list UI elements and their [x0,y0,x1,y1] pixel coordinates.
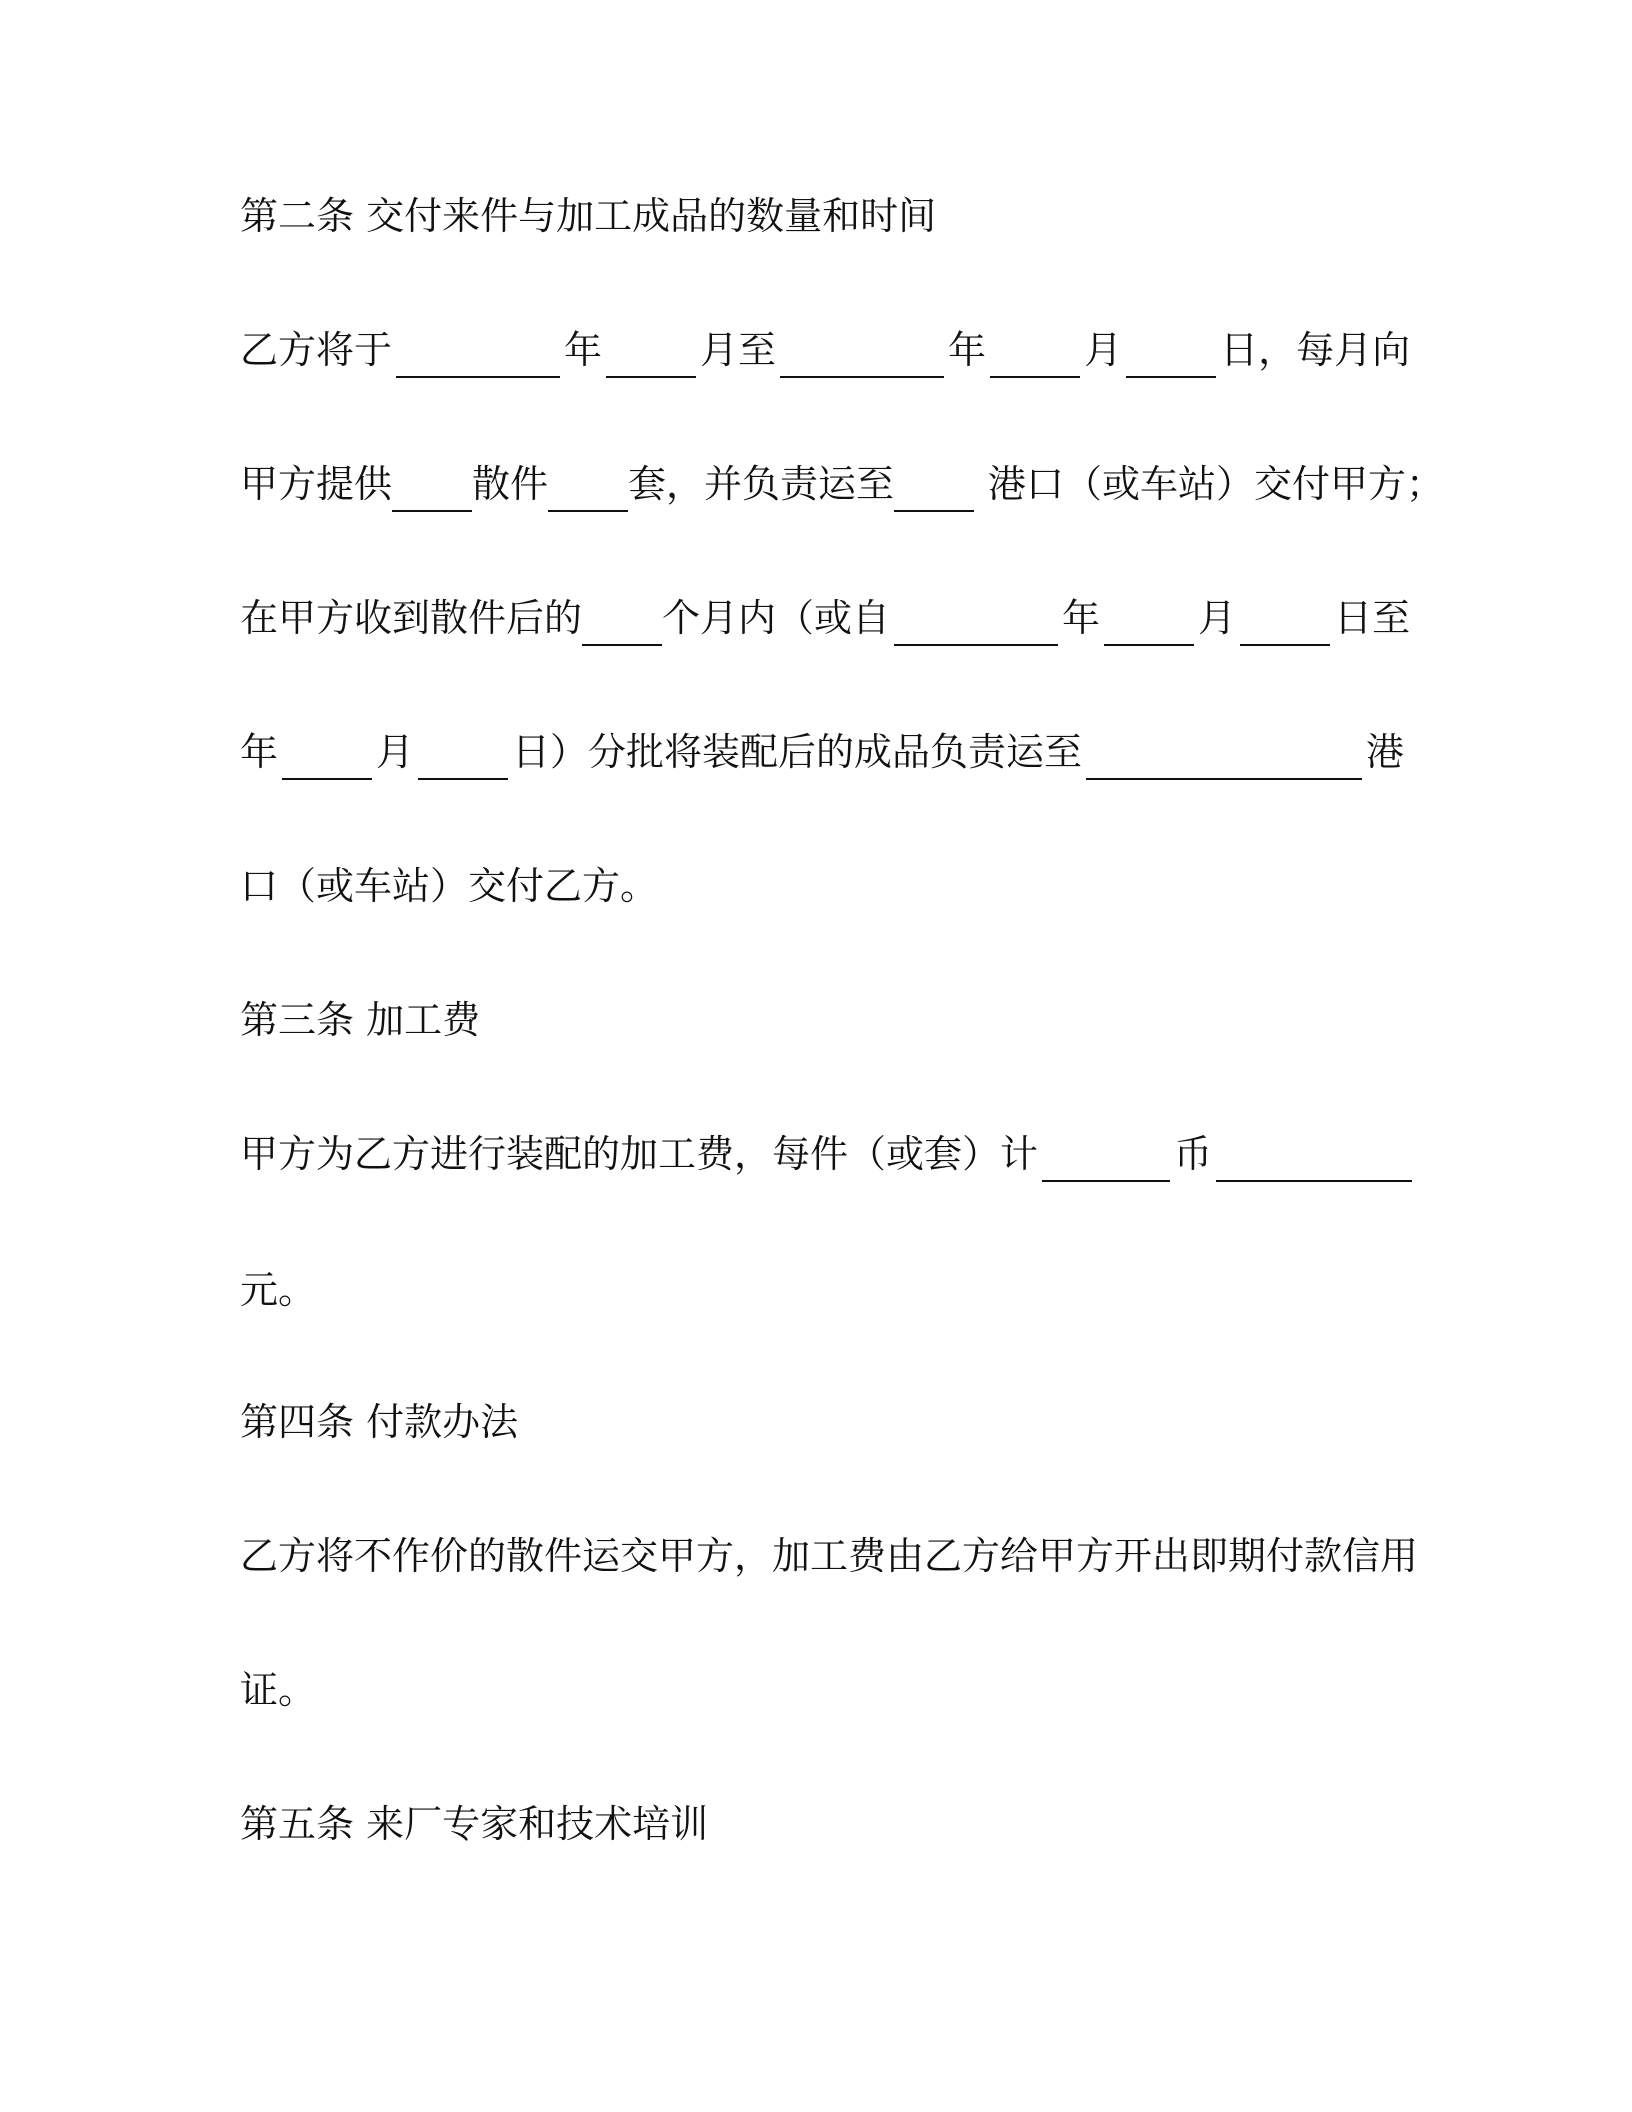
blank-field[interactable] [1240,602,1330,646]
blank-field[interactable] [282,736,372,780]
text: 币 [1174,1132,1213,1176]
text: 港 [1366,730,1405,774]
blank-field[interactable] [990,334,1080,378]
blank-field[interactable] [894,602,1058,646]
text: 个月内（或自 [662,596,891,640]
section-2-paragraph-line-5: 口（或车站）交付乙方。 [240,864,659,908]
text: 日至 [1334,596,1411,640]
blank-field[interactable] [548,468,628,512]
text: 年 [240,730,279,774]
blank-field[interactable] [780,334,944,378]
section-4-heading: 第四条 付款办法 [240,1400,519,1444]
section-2-paragraph-line-4 [240,724,1404,780]
blank-field[interactable] [606,334,696,378]
text: 月 [376,730,415,774]
text: 港口（或车站）交付甲方； [988,462,1445,506]
blank-field[interactable] [1126,334,1216,378]
blank-field[interactable] [392,468,472,512]
text: 日，每月向 [1220,328,1411,372]
blank-field[interactable] [418,736,508,780]
section-3-heading: 第三条 加工费 [240,998,481,1042]
text: 月 [1198,596,1237,640]
section-4-paragraph-line-1: 乙方将不作价的散件运交甲方，加工费由乙方给甲方开出即期付款信用 [240,1534,1419,1578]
text: 年 [564,328,603,372]
text: 套，并负责运至 [628,462,895,506]
section-4-paragraph-line-2: 证。 [240,1668,317,1712]
section-2-heading: 第二条 交付来件与加工成品的数量和时间 [240,194,937,238]
text: 甲方提供 [240,462,393,506]
text: 乙方将于 [240,328,393,372]
blank-field[interactable] [1104,602,1194,646]
text: 月至 [700,328,777,372]
text: 散件 [472,462,549,506]
text: 年 [948,328,987,372]
text: 日）分批将装配后的成品负责运至 [512,730,1083,774]
section-3-paragraph-line-1 [240,1126,1416,1182]
blank-field[interactable] [396,334,560,378]
blank-field[interactable] [894,468,974,512]
blank-field[interactable] [1216,1138,1412,1182]
blank-field[interactable] [1086,736,1362,780]
section-2-paragraph-line-3 [240,590,1410,646]
text: 在甲方收到散件后的 [240,596,583,640]
section-5-heading: 第五条 来厂专家和技术培训 [240,1802,709,1846]
text: 月 [1084,328,1123,372]
blank-field[interactable] [582,602,662,646]
blank-field[interactable] [1042,1138,1170,1182]
section-3-paragraph-line-2: 元。 [240,1268,317,1312]
text: 甲方为乙方进行装配的加工费，每件（或套）计 [240,1132,1039,1176]
section-2-paragraph-line-2 [240,456,1444,512]
section-2-paragraph-line-1 [240,322,1410,378]
text: 年 [1062,596,1101,640]
